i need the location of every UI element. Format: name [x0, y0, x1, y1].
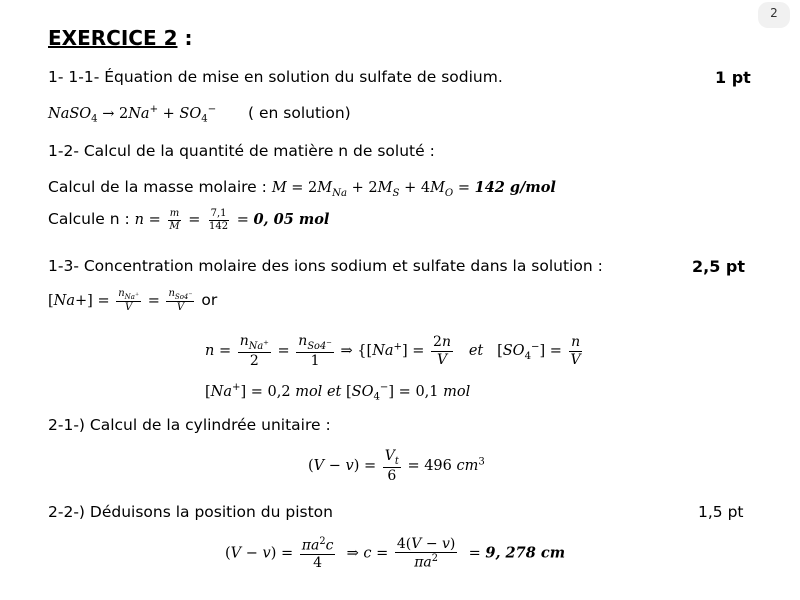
question-1-3-label: 1-3- Concentration molaire des ions sodium et sulfate dans la solution : [48, 257, 603, 275]
question-2-2-label: 2-2-) Déduisons la position du piston [48, 503, 333, 521]
concentration-results: [Na+] = 0,2 mol et $[SO_4^-] = 0,1$ mol [205, 382, 471, 403]
quantity-line: Calcule n : n = $\frac{m}{M}$ = $\frac{7,1}{142}$ = 0, 05 mol [48, 208, 330, 232]
piston-position-result: 9, 278 cm [485, 544, 566, 562]
quantity-result: 0, 05 mol [253, 211, 330, 228]
question-2-2-points: 1,5 pt [698, 503, 744, 521]
concentration-definition: [Na+] = $\frac{n_{Na^+}}{V}$ = $\frac{n_{So4^-}}{V}$ or [48, 288, 218, 314]
question-1-2-label: 1-2- Calcul de la quantité de matière n de soluté : [48, 142, 435, 160]
question-1-3-points: 2,5 pt [692, 257, 746, 276]
question-1-1-points: 1 pt [715, 68, 751, 87]
molar-mass-result: 142 g/mol [474, 179, 556, 196]
dissolution-note: ( en solution) [248, 104, 351, 122]
molar-mass-line: Calcul de la masse molaire : $M = 2M_{Na} + 2M_S + 4M_O = 142$ g/mol [48, 178, 556, 199]
page-number-badge: 2 [758, 2, 790, 28]
unit-displacement-equation: (V − v) = $\frac{V_t}{6}$ = 496 $cm^3$ [308, 448, 485, 485]
question-2-1-label: 2-1-) Calcul de la cylindrée unitaire : [48, 416, 331, 434]
stoichiometry-relation: n = $\frac{n_{Na^+}}{2}$ = $\frac{n_{So4^-}}{1}$ ⇒ {[Na+] = $\frac{2n}{V}$ et $[SO_4^-]$ = $\frac{n}{V}$ [205, 333, 581, 370]
dissolution-equation: NaSO$_4$ → $2Na^+ + SO_4^-$ [48, 104, 217, 125]
question-1-1-label: 1- 1-1- Équation de mise en solution du sulfate de sodium. [48, 68, 503, 86]
piston-position-equation: (V − v) = $\frac{\pi a^2c}{4}$ ⇒ c = $\frac{4(V - v)}{\pi a^2}$ = 9, 278 cm [225, 536, 566, 571]
exercise-title: EXERCICE 2 : [48, 26, 193, 50]
